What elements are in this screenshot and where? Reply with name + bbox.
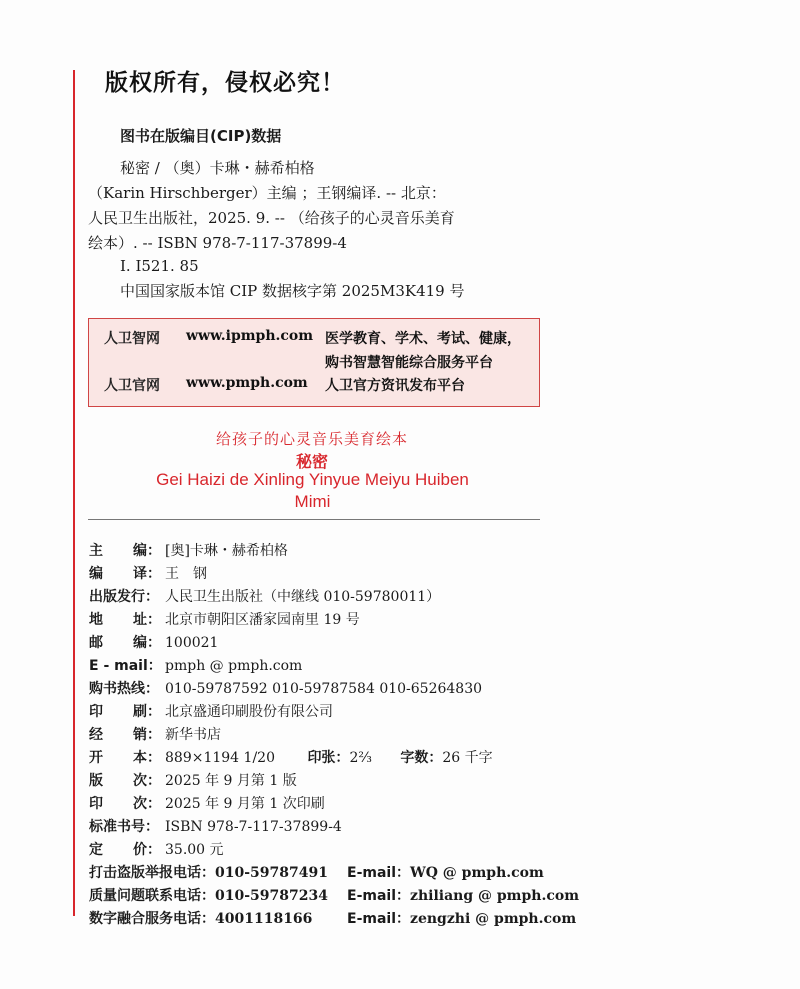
contact-row-quality: 质量问题联系电话：010-59787234 E-mail：zhiliang @ pmph.com <box>89 888 580 904</box>
info-value: 35.00 元 <box>165 842 224 858</box>
info-value: 王 钢 <box>165 566 207 582</box>
service-box <box>88 318 540 407</box>
info-row-printer: 印 刷 ： 北京盛通印刷股份有限公司 <box>89 704 333 720</box>
contact-row-digital: 数字融合服务电话：4001118166 E-mail：zengzhi @ pmph.com <box>89 911 577 927</box>
series-title-en: Gei Haizi de Xinling Yinyue Meiyu Huiben <box>156 470 469 489</box>
info-value: 100021 <box>165 635 219 651</box>
info-row-hotline: 购书热线： 010-59787592 010-59787584 010-65264830 <box>89 681 483 697</box>
info-row-distributor: 经 销 ： 新华书店 <box>89 727 221 743</box>
cip-line: 秘密 / （奥）卡琳・赫希柏格 <box>120 159 315 177</box>
info-value: 新华书店 <box>165 727 221 743</box>
cip-line: （Karin Hirschberger）主编 ；王钢编译. -- 北京： <box>88 184 446 202</box>
cip-heading: 图书在版编目(CIP)数据 <box>120 127 282 145</box>
service-desc: 人卫官方资讯发布平台 <box>325 378 465 394</box>
info-row-publisher: 出版发行： 人民卫生出版社（中继线 010-59780011） <box>89 589 441 605</box>
info-value: ISBN 978-7-117-37899-4 <box>165 819 342 835</box>
info-row-price: 定 价 ： 35.00 元 <box>89 842 224 858</box>
service-label: 人卫官网 <box>104 378 160 394</box>
cip-line: 人民卫生出版社，2025. 9. -- （给孩子的心灵音乐美育 <box>88 209 455 227</box>
copyright-notice: 版权所有，侵权必究！ <box>105 70 345 96</box>
contact-row-piracy: 打击盗版举报电话：010-59787491 E-mail：WQ @ pmph.com <box>89 865 544 881</box>
margin-rule <box>73 70 75 916</box>
series-title-cn: 给孩子的心灵音乐美育绘本 <box>216 430 409 448</box>
info-value: 北京盛通印刷股份有限公司 <box>165 704 333 720</box>
book-title-en: Mimi <box>294 492 331 511</box>
info-row-printing: 印 次 ： 2025 年 9 月第 1 次印刷 <box>89 796 325 812</box>
info-row-address: 地 址 ： 北京市朝阳区潘家园南里 19 号 <box>89 612 360 628</box>
info-row-translator: 编 译 ： 王 钢 <box>89 566 207 582</box>
cip-line: 绘本）. -- ISBN 978-7-117-37899-4 <box>88 234 347 252</box>
info-row-isbn: 标准书号： ISBN 978-7-117-37899-4 <box>89 819 342 835</box>
service-url-link[interactable]: www.ipmph.com <box>186 328 314 344</box>
cip-line: Ⅰ. I521. 85 <box>120 257 199 275</box>
info-row-edition: 版 次 ： 2025 年 9 月第 1 版 <box>89 773 297 789</box>
service-url-link[interactable]: www.pmph.com <box>186 375 308 391</box>
book-title-cn: 秘密 <box>296 452 329 471</box>
divider <box>88 519 540 520</box>
info-value: 人民卫生出版社（中继线 010-59780011） <box>165 589 441 605</box>
info-value: 北京市朝阳区潘家园南里 19 号 <box>165 612 360 628</box>
info-value: pmph @ pmph.com <box>165 658 303 674</box>
info-value: [奥]卡琳・赫希柏格 <box>165 543 288 559</box>
info-row-postcode: 邮 编 ： 100021 <box>89 635 219 651</box>
info-row-email: E - mail： pmph @ pmph.com <box>89 658 303 674</box>
info-value: 2025 年 9 月第 1 次印刷 <box>165 796 325 812</box>
service-desc: 医学教育、学术、考试、健康， <box>325 331 521 347</box>
service-label: 人卫智网 <box>104 331 160 347</box>
info-row-editor: 主 编 ： [奥]卡琳・赫希柏格 <box>89 543 288 559</box>
info-value: 2025 年 9 月第 1 版 <box>165 773 297 789</box>
info-value: 889×1194 1/20 <box>165 750 275 766</box>
cip-line: 中国国家版本馆 CIP 数据核字第 2025M3K419 号 <box>120 282 465 300</box>
info-row-format: 开 本 ： 889×1194 1/20 印张：2⅔ 字数：26 千字 <box>89 750 493 766</box>
service-desc: 购书智慧智能综合服务平台 <box>325 355 493 371</box>
info-value: 010-59787592 010-59787584 010-65264830 <box>165 681 483 697</box>
